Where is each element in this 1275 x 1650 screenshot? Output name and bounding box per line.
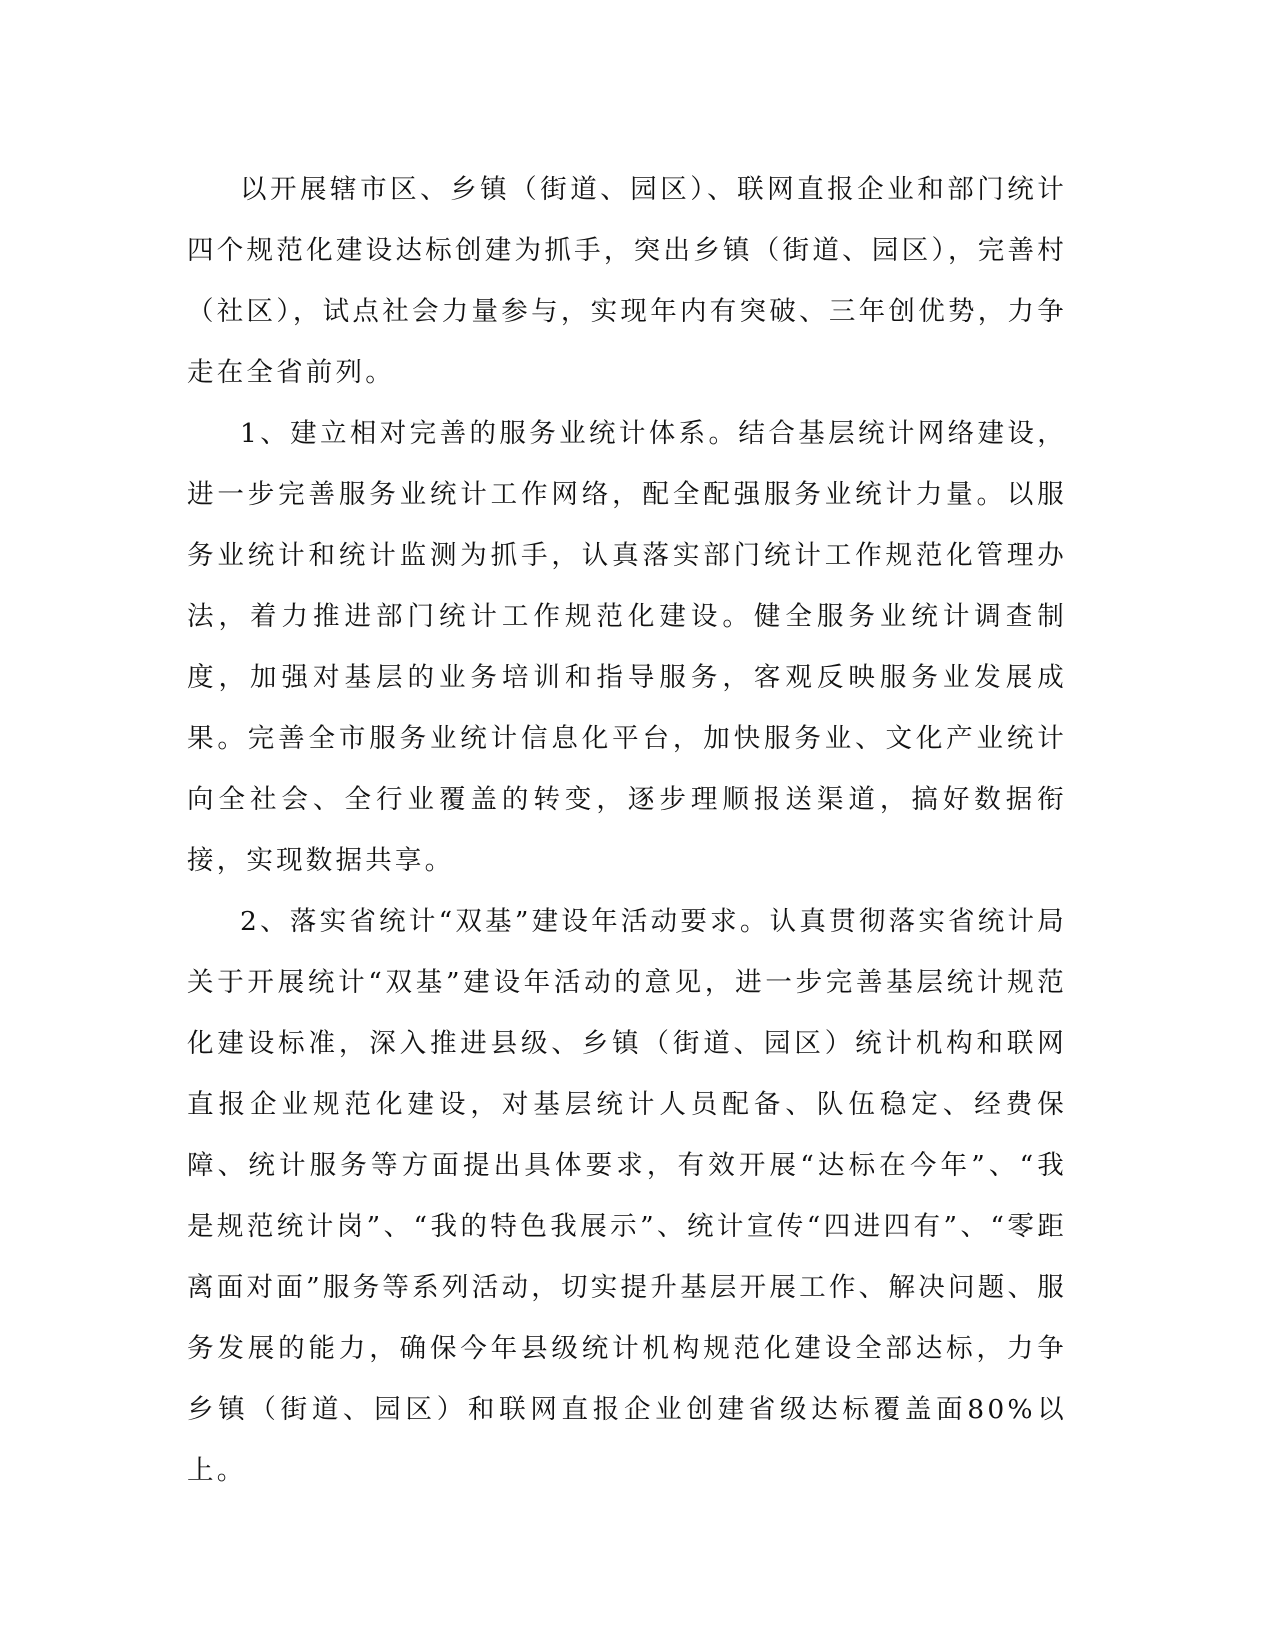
document-body	[187, 159, 1067, 1501]
paragraph-item-2: 2、落实省统计“双基”建设年活动要求。认真贯彻落实省统计局关于开展统计“双基”建设年活动的意见，进一步完善基层统计规范化建设标准，深入推进县级、乡镇（街道、园区）统计机构和联网直报企业规范化建设，对基层统计人员配备、队伍稳定、经费保障、统计服务等方面提出具体要求，有效开展“达标在今年”、“我是规范统计岗”、“我的特色我展示”、统计宣传“四进四有”、“零距离面对面”服务等系列活动，切实提升基层开展工作、解决问题、服务发展的能力，确保今年县级统计机构规范化建设全部达标，力争乡镇（街道、园区）和联网直报企业创建省级达标覆盖面80%以上。	[187, 906, 1067, 1486]
paragraph-intro: 以开展辖市区、乡镇（街道、园区）、联网直报企业和部门统计四个规范化建设达标创建为抓手，突出乡镇（街道、园区），完善村（社区），试点社会力量参与，实现年内有突破、三年创优势，力争走在全省前列。	[187, 174, 1067, 388]
paragraph-item-1: 1、建立相对完善的服务业统计体系。结合基层统计网络建设，进一步完善服务业统计工作网络，配全配强服务业统计力量。以服务业统计和统计监测为抓手，认真落实部门统计工作规范化管理办法，着力推进部门统计工作规范化建设。健全服务业统计调查制度，加强对基层的业务培训和指导服务，客观反映服务业发展成果。完善全市服务业统计信息化平台，加快服务业、文化产业统计向全社会、全行业覆盖的转变，逐步理顺报送渠道，搞好数据衔接，实现数据共享。	[187, 418, 1067, 876]
